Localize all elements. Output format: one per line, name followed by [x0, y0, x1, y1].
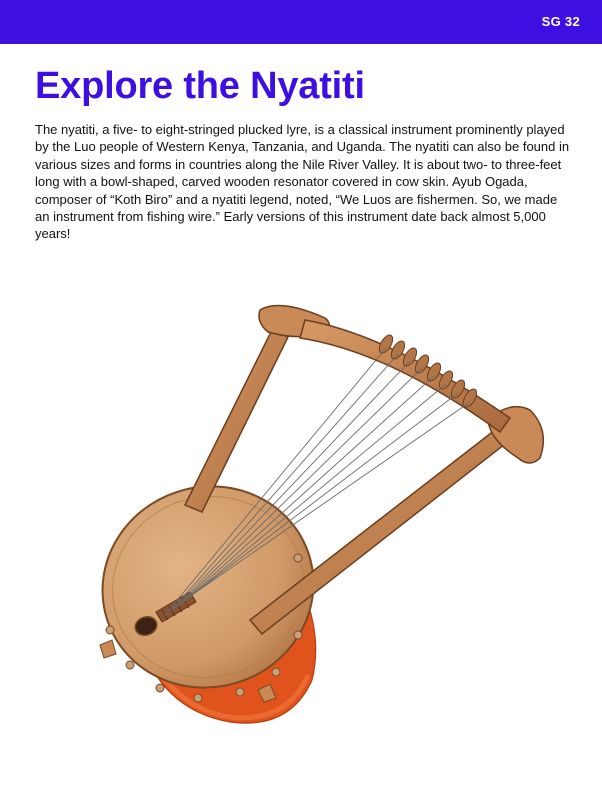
page-title: Explore the Nyatiti: [35, 65, 365, 107]
nyatiti-lyre-icon: [90, 290, 560, 730]
nyatiti-illustration: [90, 290, 560, 730]
article-body: The nyatiti, a five- to eight-stringed plucked lyre, is a classical instrument prominently played by the Luo people of Western Kenya, Tanzania, and Uganda. The nyatiti can also be found in various sizes and forms in countries along the Nile River Valley. It is about two- to three-feet long with a bowl-shaped, carved wooden resonator covered in cow skin. Ayub Ogada, composer of “Koth Biro” and a nyatiti legend, noted, “We Luos are fishermen. So, we made an instrument from fishing wire.” Early versions of this instrument date back almost 5,000 years!: [35, 122, 570, 242]
page-number-label: SG 32: [541, 14, 580, 29]
header-bar: [0, 0, 602, 44]
